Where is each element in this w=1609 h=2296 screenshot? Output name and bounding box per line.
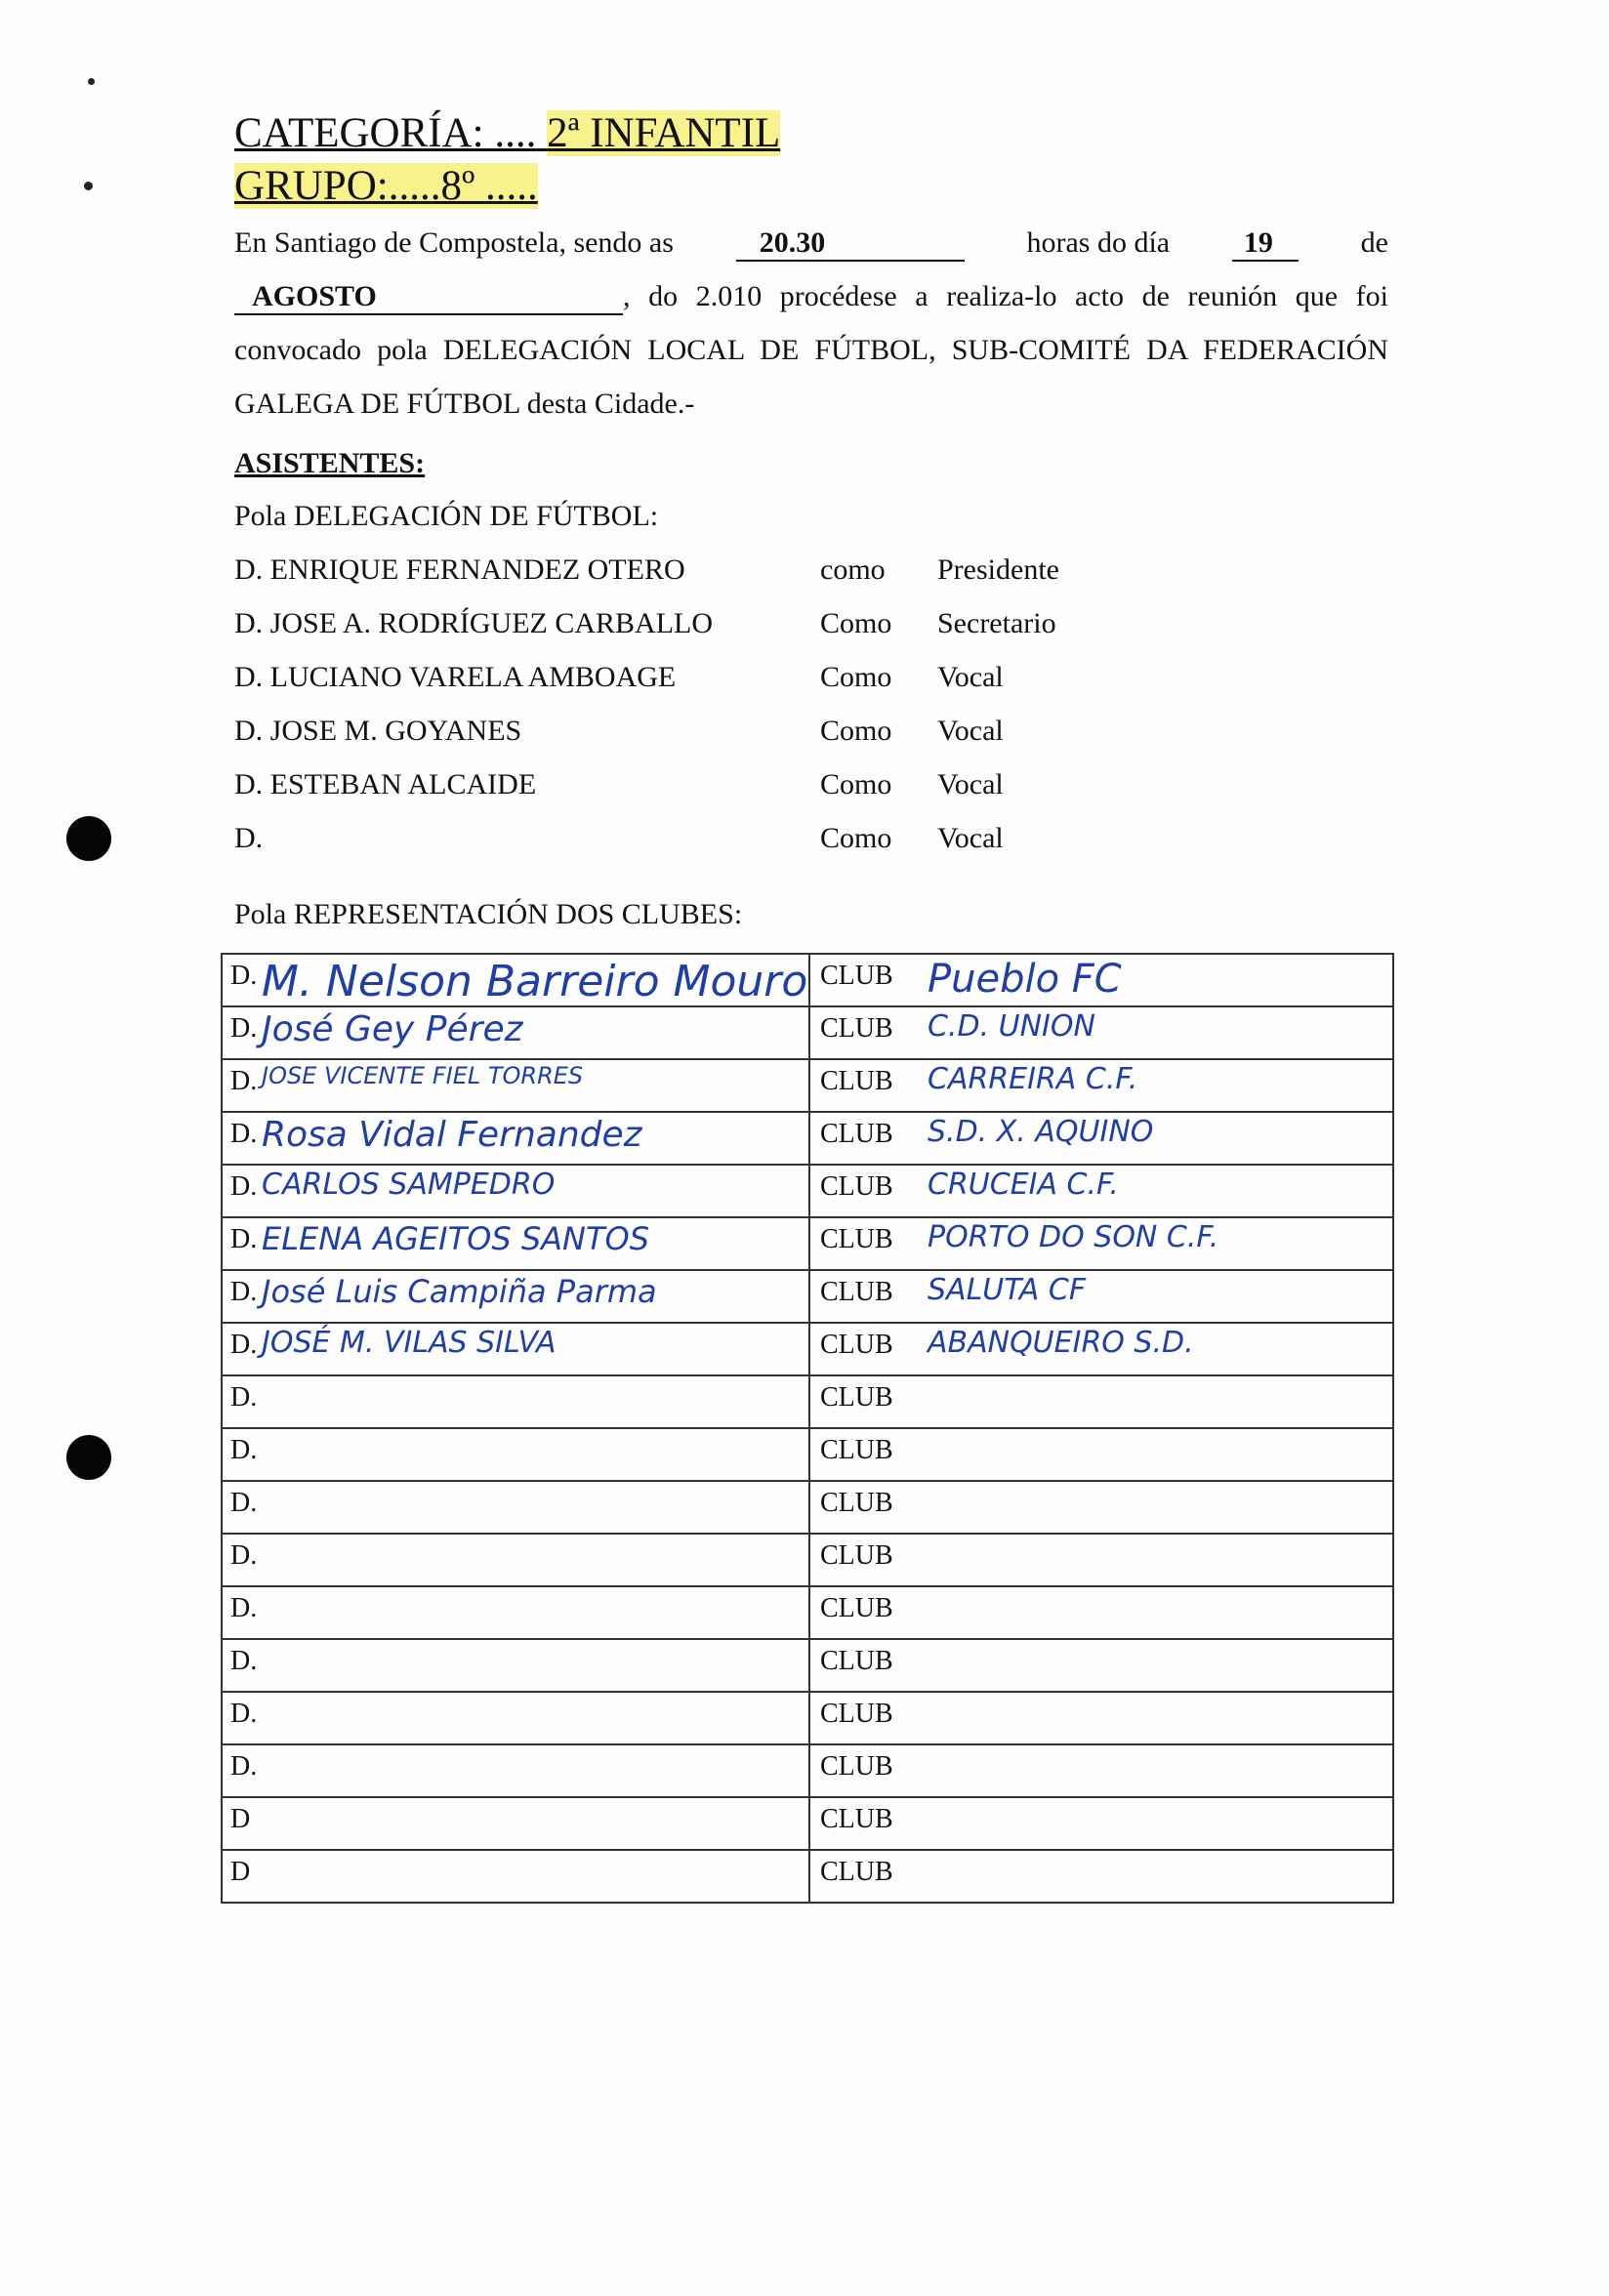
club-table-row bbox=[222, 1850, 1393, 1903]
representative-signature: JOSE VICENTE FIEL TORRES bbox=[262, 1062, 584, 1089]
representative-cell bbox=[222, 1744, 809, 1797]
representative-cell bbox=[222, 1006, 809, 1059]
club-table-row bbox=[222, 1744, 1393, 1797]
delegacion-heading: Pola DELEGACIÓN DE FÚTBOL: bbox=[234, 500, 659, 532]
member-como: Como bbox=[820, 607, 892, 639]
representative-cell bbox=[222, 1534, 809, 1586]
club-cell bbox=[809, 1059, 1393, 1112]
intro-text: de bbox=[1360, 226, 1388, 259]
club-label: CLUB bbox=[820, 1804, 893, 1834]
club-label: CLUB bbox=[820, 1330, 893, 1360]
club-table-row bbox=[222, 1639, 1393, 1692]
club-table-row bbox=[222, 1375, 1393, 1428]
member-role: Vocal bbox=[937, 715, 1004, 747]
club-name-handwritten: S.D. X. AQUINO bbox=[928, 1115, 1154, 1149]
d-label: D. bbox=[230, 1119, 258, 1149]
intro-line-3: convocado pola DELEGACIÓN LOCAL DE FÚTBOL, SUB-COMITÉ DA FEDERACIÓN bbox=[234, 334, 1388, 366]
club-table-row bbox=[222, 1586, 1393, 1639]
d-label: D. bbox=[230, 1171, 258, 1202]
member-name: D. ESTEBAN ALCAIDE bbox=[234, 768, 537, 800]
member-name: D. JOSE A. RODRÍGUEZ CARBALLO bbox=[234, 607, 714, 639]
representative-signature: José Luis Campiña Parma bbox=[262, 1273, 657, 1310]
representative-cell bbox=[222, 1586, 809, 1639]
club-label: CLUB bbox=[820, 1435, 893, 1465]
club-label: CLUB bbox=[820, 1646, 893, 1676]
d-label: D. bbox=[230, 1013, 258, 1044]
member-como: como bbox=[820, 554, 886, 586]
member-name: D. bbox=[234, 822, 264, 854]
asistentes-heading: ASISTENTES: bbox=[234, 447, 426, 479]
d-label: D bbox=[230, 1857, 251, 1887]
club-cell bbox=[809, 1534, 1393, 1586]
punch-hole bbox=[66, 816, 111, 861]
d-label: D. bbox=[230, 1435, 258, 1465]
d-label: D. bbox=[230, 1330, 258, 1360]
club-table-row bbox=[222, 1059, 1393, 1112]
club-label: CLUB bbox=[820, 1277, 893, 1307]
member-row bbox=[234, 822, 1113, 871]
representative-cell bbox=[222, 1165, 809, 1217]
club-cell bbox=[809, 1850, 1393, 1903]
club-table-row bbox=[222, 1112, 1393, 1165]
representative-cell bbox=[222, 1692, 809, 1744]
representative-signature: JOSÉ M. VILAS SILVA bbox=[262, 1326, 557, 1360]
punch-hole bbox=[66, 1435, 111, 1480]
intro-text: En Santiago de Compostela, sendo as bbox=[234, 226, 674, 259]
member-name: D. LUCIANO VARELA AMBOAGE bbox=[234, 661, 677, 693]
club-table-row bbox=[222, 1217, 1393, 1270]
representative-signature: CARLOS SAMPEDRO bbox=[262, 1168, 556, 1202]
club-label: CLUB bbox=[820, 1224, 893, 1254]
clubes-heading: Pola REPRESENTACIÓN DOS CLUBES: bbox=[234, 898, 743, 930]
member-name: D. ENRIQUE FERNANDEZ OTERO bbox=[234, 554, 685, 586]
club-label: CLUB bbox=[820, 1857, 893, 1887]
representative-cell bbox=[222, 1639, 809, 1692]
d-label: D. bbox=[230, 961, 258, 991]
representative-cell bbox=[222, 1112, 809, 1165]
d-label: D. bbox=[230, 1488, 258, 1518]
representative-cell bbox=[222, 1850, 809, 1903]
member-role: Secretario bbox=[937, 607, 1056, 639]
member-como: Como bbox=[820, 715, 892, 747]
club-name-handwritten: ABANQUEIRO S.D. bbox=[928, 1326, 1194, 1360]
hora-field: 20.30 bbox=[736, 226, 965, 262]
club-cell bbox=[809, 1165, 1393, 1217]
club-label: CLUB bbox=[820, 1119, 893, 1149]
club-label: CLUB bbox=[820, 1171, 893, 1202]
club-table-row bbox=[222, 1323, 1393, 1375]
representative-signature: ELENA AGEITOS SANTOS bbox=[262, 1220, 650, 1257]
club-name-handwritten: C.D. UNION bbox=[928, 1009, 1095, 1044]
club-cell bbox=[809, 954, 1393, 1006]
club-table-row bbox=[222, 1797, 1393, 1850]
club-cell bbox=[809, 1375, 1393, 1428]
club-cell bbox=[809, 1006, 1393, 1059]
member-name: D. JOSE M. GOYANES bbox=[234, 715, 522, 747]
mes-field: AGOSTO bbox=[234, 280, 623, 315]
club-table-row bbox=[222, 1270, 1393, 1323]
representative-cell bbox=[222, 1428, 809, 1481]
club-cell bbox=[809, 1744, 1393, 1797]
club-name-handwritten: PORTO DO SON C.F. bbox=[928, 1220, 1219, 1254]
member-role: Vocal bbox=[937, 661, 1004, 693]
club-label: CLUB bbox=[820, 1593, 893, 1623]
categoria-label: CATEGORÍA: .... bbox=[234, 110, 537, 156]
member-row bbox=[234, 715, 1113, 763]
club-label: CLUB bbox=[820, 1699, 893, 1729]
club-cell bbox=[809, 1692, 1393, 1744]
member-como: Como bbox=[820, 661, 892, 693]
member-row bbox=[234, 607, 1113, 656]
d-label: D. bbox=[230, 1751, 258, 1782]
categoria-heading bbox=[234, 109, 780, 157]
club-table-row bbox=[222, 1428, 1393, 1481]
representative-cell bbox=[222, 954, 809, 1006]
intro-line-2 bbox=[234, 280, 1388, 334]
d-label: D. bbox=[230, 1593, 258, 1623]
club-label: CLUB bbox=[820, 1382, 893, 1413]
club-name-handwritten: CARREIRA C.F. bbox=[928, 1062, 1138, 1096]
club-label: CLUB bbox=[820, 961, 893, 991]
club-table-row bbox=[222, 1006, 1393, 1059]
intro-text: horas do día bbox=[1026, 226, 1171, 259]
member-row bbox=[234, 768, 1113, 817]
d-label: D. bbox=[230, 1066, 258, 1096]
representative-cell bbox=[222, 1217, 809, 1270]
club-cell bbox=[809, 1481, 1393, 1534]
representative-cell bbox=[222, 1323, 809, 1375]
grupo-label: GRUPO:.....8º ..... bbox=[234, 163, 538, 209]
representative-cell bbox=[222, 1375, 809, 1428]
club-label: CLUB bbox=[820, 1066, 893, 1096]
representative-cell bbox=[222, 1270, 809, 1323]
club-cell bbox=[809, 1797, 1393, 1850]
d-label: D. bbox=[230, 1540, 258, 1571]
member-role: Vocal bbox=[937, 822, 1004, 854]
club-label: CLUB bbox=[820, 1751, 893, 1782]
club-table-row bbox=[222, 1534, 1393, 1586]
member-como: Como bbox=[820, 768, 892, 800]
scan-dot bbox=[84, 182, 93, 190]
categoria-value: 2ª INFANTIL bbox=[547, 110, 781, 156]
club-label: CLUB bbox=[820, 1488, 893, 1518]
club-cell bbox=[809, 1639, 1393, 1692]
club-table-row bbox=[222, 954, 1393, 1006]
member-role: Vocal bbox=[937, 768, 1004, 800]
club-table bbox=[221, 953, 1394, 1904]
club-name-handwritten: SALUTA CF bbox=[928, 1273, 1087, 1307]
club-table-row bbox=[222, 1481, 1393, 1534]
member-role: Presidente bbox=[937, 554, 1059, 586]
d-label: D. bbox=[230, 1382, 258, 1413]
representative-cell bbox=[222, 1481, 809, 1534]
representative-signature: José Gey Pérez bbox=[262, 1009, 523, 1049]
representative-signature: Rosa Vidal Fernandez bbox=[262, 1115, 642, 1155]
d-label: D. bbox=[230, 1277, 258, 1307]
club-table-row bbox=[222, 1692, 1393, 1744]
member-como: Como bbox=[820, 822, 892, 854]
d-label: D. bbox=[230, 1699, 258, 1729]
d-label: D bbox=[230, 1804, 251, 1834]
intro-line-1 bbox=[234, 226, 1388, 280]
club-cell bbox=[809, 1217, 1393, 1270]
dia-field: 19 bbox=[1232, 226, 1299, 262]
club-cell bbox=[809, 1586, 1393, 1639]
member-row bbox=[234, 554, 1113, 602]
representative-cell bbox=[222, 1797, 809, 1850]
d-label: D. bbox=[230, 1224, 258, 1254]
club-name-handwritten: Pueblo FC bbox=[928, 957, 1122, 1002]
club-label: CLUB bbox=[820, 1540, 893, 1571]
d-label: D. bbox=[230, 1646, 258, 1676]
grupo-heading bbox=[234, 162, 538, 210]
club-cell bbox=[809, 1323, 1393, 1375]
club-cell bbox=[809, 1428, 1393, 1481]
club-name-handwritten: CRUCEIA C.F. bbox=[928, 1168, 1119, 1202]
representative-cell bbox=[222, 1059, 809, 1112]
club-cell bbox=[809, 1270, 1393, 1323]
intro-line-4: GALEGA DE FÚTBOL desta Cidade.- bbox=[234, 388, 695, 420]
club-cell bbox=[809, 1112, 1393, 1165]
club-table-row bbox=[222, 1165, 1393, 1217]
member-row bbox=[234, 661, 1113, 710]
representative-signature: M. Nelson Barreiro Mouro bbox=[262, 957, 808, 1006]
intro-text: , do 2.010 procédese a realiza-lo acto de reunión que foi bbox=[623, 280, 1388, 312]
scan-dot bbox=[88, 78, 95, 85]
club-label: CLUB bbox=[820, 1013, 893, 1044]
